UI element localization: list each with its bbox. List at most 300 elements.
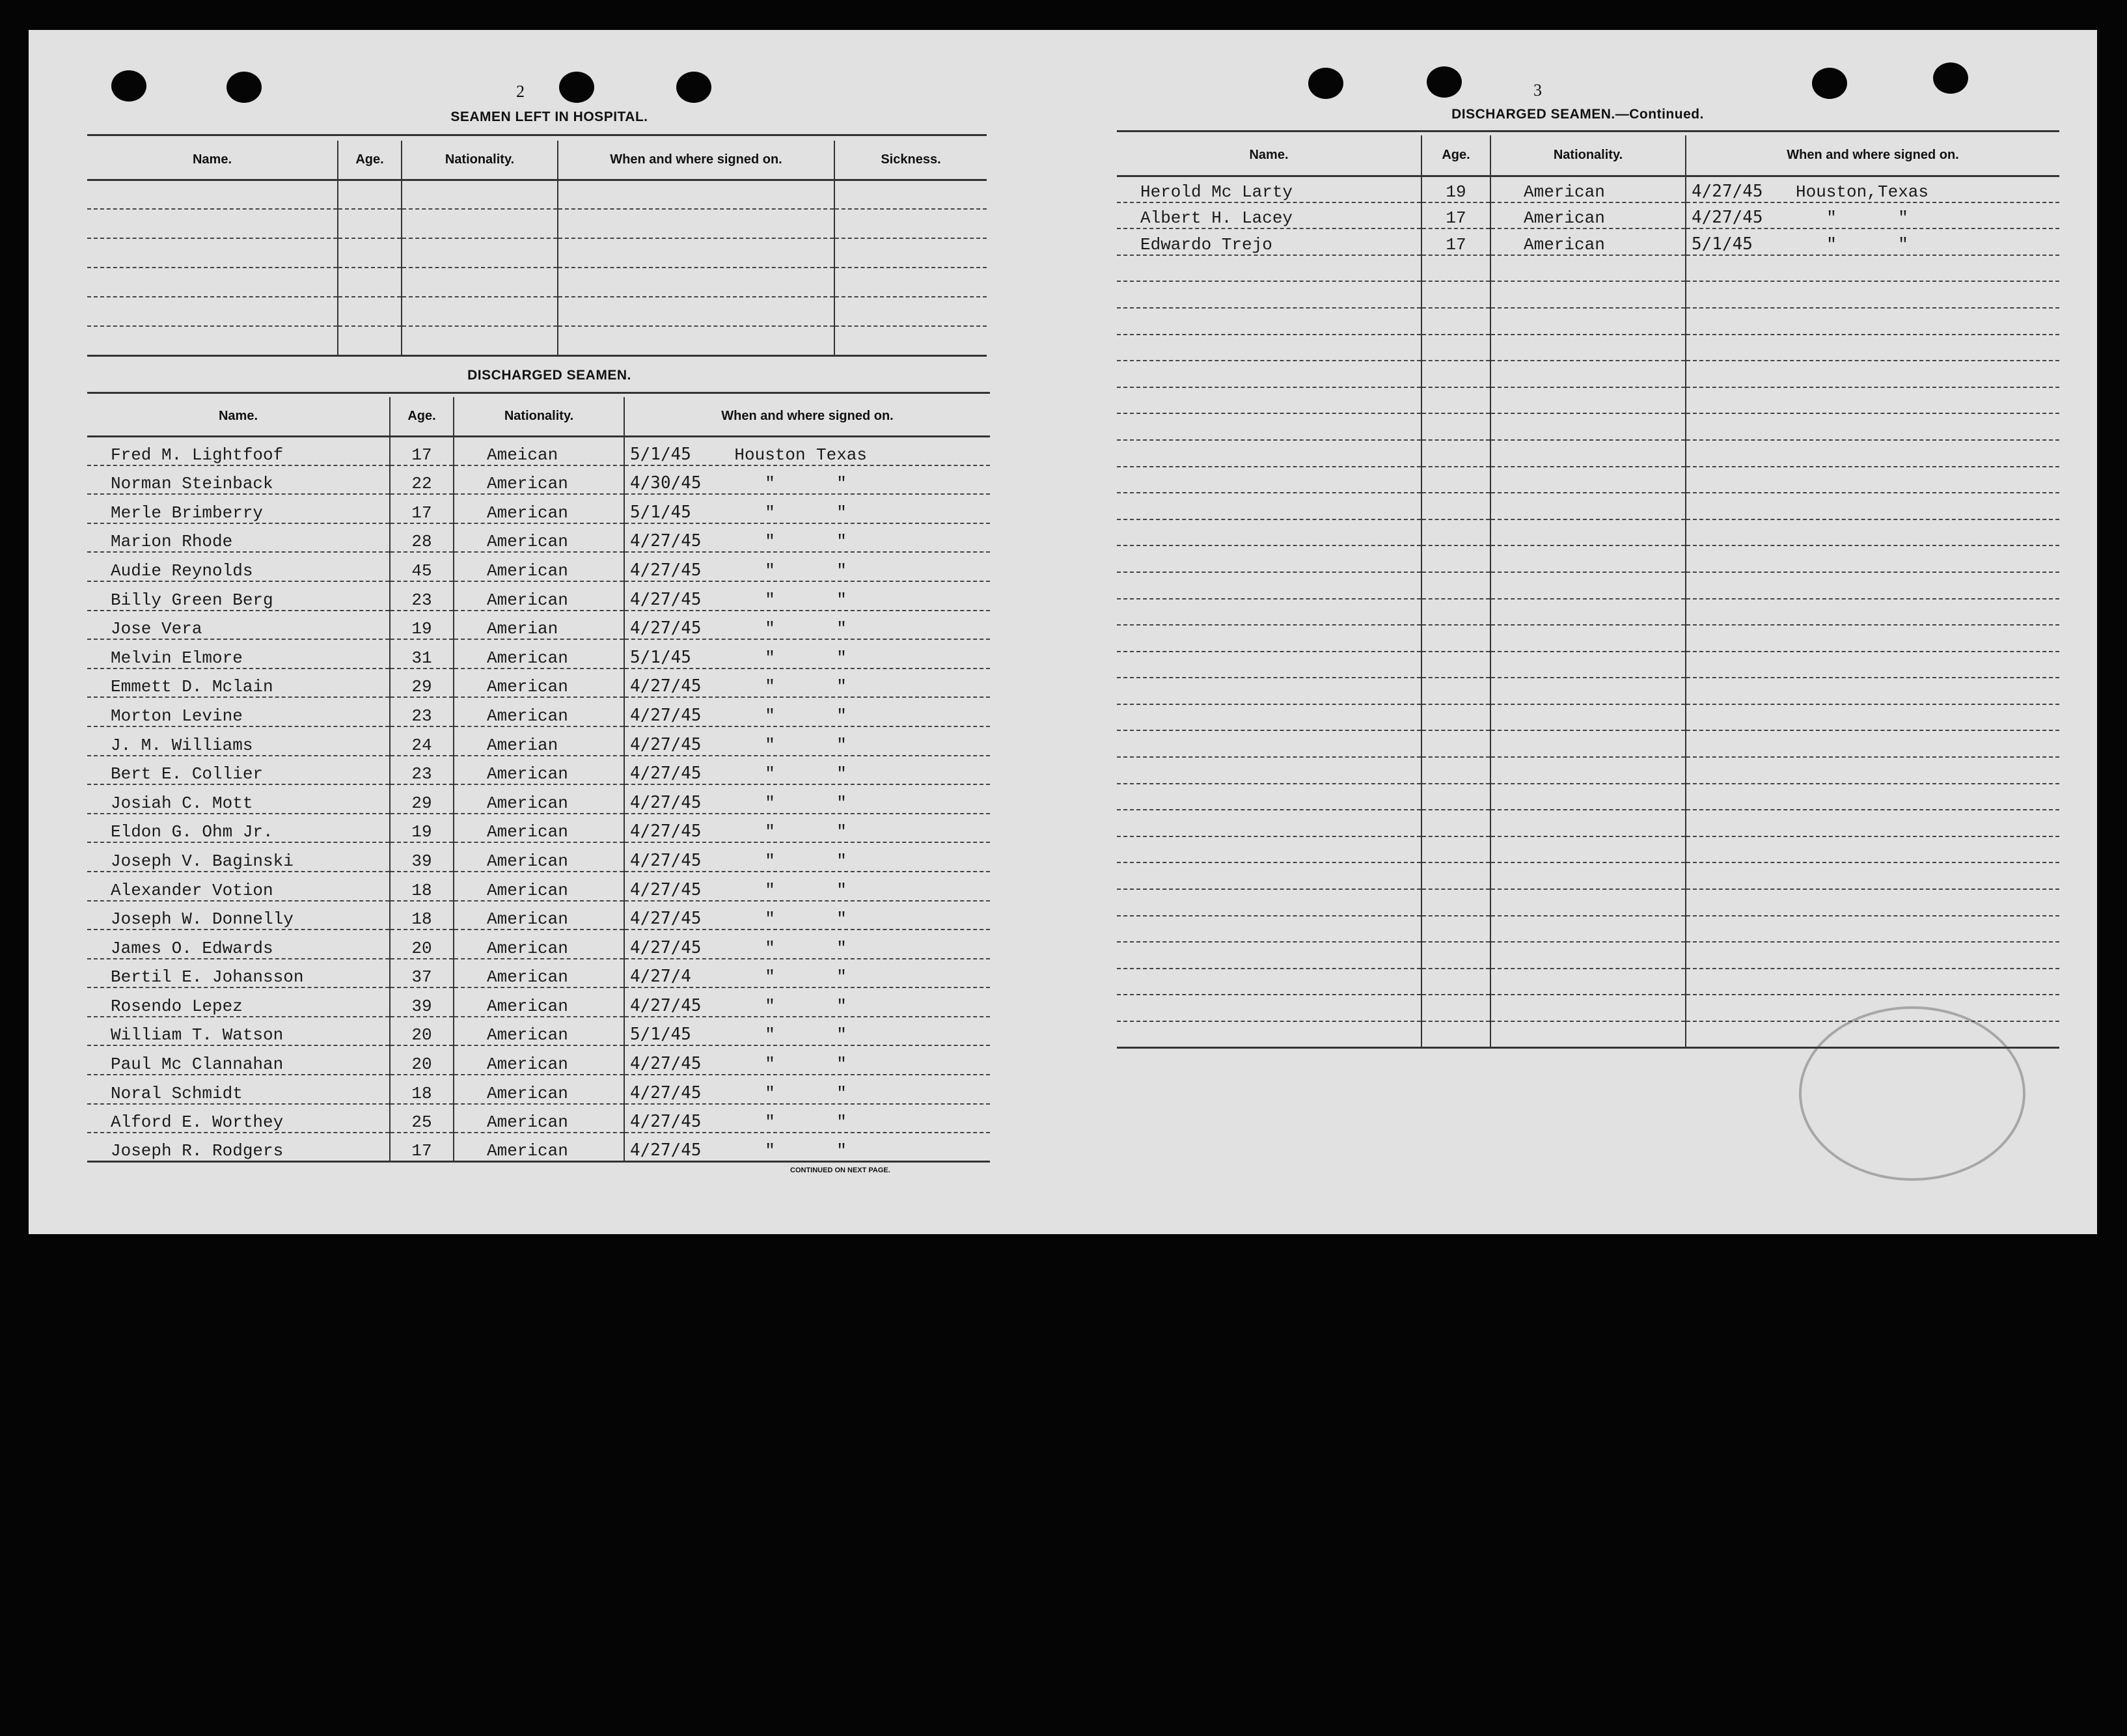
seaman-age: 23	[390, 697, 454, 726]
table-row	[87, 814, 990, 843]
table-row	[1117, 308, 2059, 335]
seaman-name	[1117, 519, 1421, 546]
discharged-table	[87, 397, 990, 1163]
signed-on	[624, 581, 990, 611]
seaman-age: 18	[390, 1075, 454, 1104]
signed-state: Texas	[816, 445, 867, 465]
seaman-name: Bertil E. Johansson	[87, 959, 390, 988]
seaman-age: 17	[390, 1133, 454, 1162]
table-row	[87, 842, 990, 872]
seaman-name: Alexander Votion	[87, 872, 390, 901]
table-row	[87, 1075, 990, 1104]
table-row	[87, 611, 990, 640]
seaman-nationality: American	[454, 494, 624, 523]
seaman-name: Eldon G. Ohm Jr.	[87, 814, 390, 843]
seaman-name: Marion Rhode	[87, 523, 390, 553]
seaman-nationality	[1490, 784, 1686, 810]
signed-state: "	[836, 996, 847, 1016]
signed-date: 4/27/45	[630, 560, 702, 580]
table-row	[87, 872, 990, 901]
seaman-name	[1117, 862, 1421, 889]
seaman-age	[1421, 1021, 1490, 1048]
seaman-name	[87, 238, 338, 268]
document-sheet	[29, 30, 2097, 1234]
signed-state: "	[836, 1083, 847, 1103]
seaman-nationality: American	[454, 901, 624, 930]
seaman-nationality: American	[1490, 176, 1686, 202]
seaman-nationality: American	[454, 523, 624, 553]
signed-state: "	[836, 1054, 847, 1075]
table-row	[1117, 942, 2059, 969]
sickness	[834, 180, 987, 209]
signed-state: "	[836, 648, 847, 668]
signed-state: "	[836, 677, 847, 697]
seaman-name	[87, 297, 338, 326]
table-row	[1117, 440, 2059, 467]
signed-state: "	[836, 1141, 847, 1161]
signed-state: "	[836, 706, 847, 726]
signed-date: 5/1/45	[1692, 234, 1753, 254]
signed-place: "	[765, 560, 775, 581]
signed-state: "	[836, 822, 847, 842]
seaman-nationality	[1490, 387, 1686, 414]
seaman-name: Herold Mc Larty	[1117, 176, 1421, 202]
seaman-age	[1421, 995, 1490, 1021]
seaman-nationality: American	[454, 668, 624, 698]
seaman-name	[1117, 440, 1421, 467]
seaman-name	[1117, 493, 1421, 519]
signed-date: 5/1/45	[630, 502, 691, 522]
signed-on	[1686, 942, 2059, 969]
seaman-age: 29	[390, 784, 454, 814]
seaman-nationality: American	[454, 697, 624, 726]
signed-on	[624, 1104, 990, 1133]
column-header: Name.	[1117, 135, 1421, 176]
table-row	[1117, 652, 2059, 678]
seaman-nationality: American	[454, 465, 624, 495]
signed-on	[624, 1075, 990, 1104]
punch-hole	[1812, 68, 1847, 99]
signed-on	[1686, 572, 2059, 599]
column-header: Age.	[1421, 135, 1490, 176]
seaman-age	[1421, 836, 1490, 863]
signed-date: 4/27/45	[630, 792, 702, 812]
seaman-name: Josiah C. Mott	[87, 784, 390, 814]
seaman-age	[1421, 440, 1490, 467]
table-row	[1117, 281, 2059, 308]
seaman-name: William T. Watson	[87, 1017, 390, 1046]
table-row	[87, 1104, 990, 1133]
seaman-name: Audie Reynolds	[87, 552, 390, 581]
seaman-nationality: American	[454, 1133, 624, 1162]
seaman-name	[1117, 361, 1421, 387]
seaman-age: 31	[390, 639, 454, 668]
table-row	[87, 668, 990, 698]
seaman-age	[1421, 625, 1490, 652]
seaman-age	[1421, 255, 1490, 282]
signed-state: "	[836, 560, 847, 581]
seaman-name	[1117, 916, 1421, 943]
table-row	[87, 552, 990, 581]
table-row	[87, 465, 990, 495]
table-row	[1117, 836, 2059, 863]
signed-date: 4/27/45	[630, 879, 702, 900]
seaman-name	[1117, 413, 1421, 440]
signed-place: Houston,	[1796, 182, 1877, 202]
page-number: 2	[516, 82, 525, 101]
signed-date: 4/27/45	[630, 1112, 702, 1132]
seaman-name: Rosendo Lepez	[87, 987, 390, 1017]
seaman-name	[1117, 730, 1421, 757]
signed-on	[1686, 308, 2059, 335]
seaman-age: 22	[390, 465, 454, 495]
sickness	[834, 238, 987, 268]
signed-place: "	[765, 1112, 775, 1133]
seaman-nationality	[1490, 969, 1686, 995]
signed-place: "	[765, 880, 775, 900]
table-row	[1117, 176, 2059, 202]
table-row	[1117, 599, 2059, 626]
table-row	[87, 901, 990, 930]
table-row	[87, 1017, 990, 1046]
seaman-age: 19	[390, 611, 454, 640]
signed-on	[1686, 413, 2059, 440]
table-row	[87, 209, 987, 238]
seaman-nationality	[1490, 942, 1686, 969]
signed-date: 4/27/45	[630, 734, 702, 754]
seaman-age	[1421, 493, 1490, 519]
signed-place: "	[765, 503, 775, 523]
seaman-name	[1117, 281, 1421, 308]
continued-section-title: DISCHARGED SEAMEN.—Continued.	[1451, 107, 1704, 122]
seaman-name: Joseph W. Donnelly	[87, 901, 390, 930]
seaman-name	[1117, 995, 1421, 1021]
signed-on	[1686, 493, 2059, 519]
signed-on	[624, 756, 990, 785]
signed-on	[624, 523, 990, 553]
seaman-nationality	[402, 180, 558, 209]
signed-on	[1686, 784, 2059, 810]
table-row	[87, 959, 990, 988]
table-row	[87, 639, 990, 668]
seaman-age	[338, 209, 402, 238]
column-header: When and where signed on.	[624, 397, 990, 436]
seaman-age	[1421, 361, 1490, 387]
seaman-nationality	[1490, 862, 1686, 889]
signed-state: "	[836, 967, 847, 987]
seaman-age: 45	[390, 552, 454, 581]
signed-date: 4/27/45	[630, 618, 702, 639]
signed-on	[624, 1017, 990, 1046]
seaman-nationality	[1490, 572, 1686, 599]
seaman-nationality: American	[454, 1075, 624, 1104]
signed-on	[624, 1133, 990, 1162]
seaman-name	[1117, 625, 1421, 652]
seaman-age: 18	[390, 901, 454, 930]
signed-date: 4/27/45	[630, 821, 702, 842]
column-header: When and where signed on.	[1686, 135, 2059, 176]
seaman-age: 28	[390, 523, 454, 553]
seaman-age: 17	[390, 436, 454, 465]
seaman-nationality	[1490, 467, 1686, 493]
signed-place: "	[765, 532, 775, 552]
seaman-nationality: Amerian	[454, 611, 624, 640]
seaman-name	[1117, 889, 1421, 916]
seaman-age	[338, 238, 402, 268]
table-row	[87, 581, 990, 611]
table-row	[1117, 704, 2059, 731]
seaman-nationality: American	[454, 814, 624, 843]
seaman-nationality	[1490, 440, 1686, 467]
sickness	[834, 297, 987, 326]
seaman-name	[87, 180, 338, 209]
table-row	[87, 756, 990, 785]
signed-on	[1686, 730, 2059, 757]
discharged-section-title: DISCHARGED SEAMEN.	[467, 368, 631, 383]
signed-date: 4/27/45	[1692, 208, 1763, 228]
column-header: Nationality.	[402, 141, 558, 180]
signed-on	[1686, 281, 2059, 308]
signed-on	[1686, 519, 2059, 546]
seaman-age	[1421, 678, 1490, 704]
seaman-name	[1117, 255, 1421, 282]
seaman-nationality: Ameican	[454, 436, 624, 465]
signed-place: "	[1826, 208, 1837, 228]
signed-on	[1686, 228, 2059, 255]
seaman-nationality	[1490, 757, 1686, 784]
seaman-age	[1421, 519, 1490, 546]
seaman-nationality	[1490, 281, 1686, 308]
table-row	[87, 784, 990, 814]
seaman-name: Emmett D. Mclain	[87, 668, 390, 698]
seaman-name: Jose Vera	[87, 611, 390, 640]
table-row	[87, 436, 990, 465]
hospital-section-title: SEAMEN LEFT IN HOSPITAL.	[450, 109, 648, 124]
seaman-name	[1117, 572, 1421, 599]
table-row	[1117, 678, 2059, 704]
faded-stamp	[1799, 1006, 2025, 1181]
signed-date: 5/1/45	[630, 647, 691, 667]
seaman-age	[1421, 916, 1490, 943]
seaman-name: Paul Mc Clannahan	[87, 1045, 390, 1075]
seaman-nationality: American	[454, 639, 624, 668]
seaman-nationality	[1490, 335, 1686, 361]
seaman-name: Billy Green Berg	[87, 581, 390, 611]
table-row	[1117, 572, 2059, 599]
signed-on	[1686, 625, 2059, 652]
table-row	[87, 494, 990, 523]
signed-place: "	[765, 996, 775, 1016]
seaman-nationality: American	[1490, 202, 1686, 229]
seaman-name	[87, 209, 338, 238]
table-row	[1117, 916, 2059, 943]
seaman-age: 37	[390, 959, 454, 988]
table-row	[87, 523, 990, 553]
signed-date: 4/27/45	[630, 705, 702, 725]
signed-on	[558, 326, 834, 355]
seaman-nationality	[1490, 810, 1686, 836]
seaman-age: 29	[390, 668, 454, 698]
signed-place: "	[765, 793, 775, 813]
seaman-name: Joseph R. Rodgers	[87, 1133, 390, 1162]
signed-state: "	[836, 619, 847, 639]
seaman-age: 17	[390, 494, 454, 523]
table-row	[1117, 493, 2059, 519]
seaman-age	[338, 326, 402, 355]
seaman-age	[1421, 308, 1490, 335]
seaman-age: 23	[390, 756, 454, 785]
seaman-age	[1421, 810, 1490, 836]
table-row	[1117, 413, 2059, 440]
seaman-name	[1117, 678, 1421, 704]
signed-place: "	[765, 1141, 775, 1161]
table-row	[1117, 545, 2059, 572]
seaman-name	[1117, 836, 1421, 863]
signed-date: 4/30/45	[630, 473, 702, 493]
seaman-nationality	[1490, 916, 1686, 943]
seaman-age	[1421, 889, 1490, 916]
signed-date: 4/27/4	[630, 967, 691, 987]
seaman-name: Noral Schmidt	[87, 1075, 390, 1104]
punch-hole	[1933, 62, 1968, 94]
seaman-age	[1421, 942, 1490, 969]
table-row	[1117, 202, 2059, 229]
signed-place: "	[765, 677, 775, 697]
signed-on	[624, 436, 990, 465]
signed-on	[624, 639, 990, 668]
table-row	[87, 180, 987, 209]
table-row	[1117, 730, 2059, 757]
signed-on	[624, 872, 990, 901]
signed-place: "	[765, 1054, 775, 1075]
signed-date: 4/27/45	[630, 1140, 702, 1161]
punch-hole	[1308, 68, 1343, 99]
signed-state: "	[836, 1112, 847, 1133]
seaman-age: 25	[390, 1104, 454, 1133]
seaman-nationality	[402, 238, 558, 268]
seaman-name: James O. Edwards	[87, 930, 390, 959]
signed-place: "	[765, 619, 775, 639]
column-header: Sickness.	[834, 141, 987, 180]
signed-on	[624, 668, 990, 698]
signed-on	[1686, 335, 2059, 361]
punch-hole	[226, 72, 262, 103]
seaman-name	[1117, 545, 1421, 572]
table-row	[1117, 255, 2059, 282]
table-row	[1117, 467, 2059, 493]
signed-on	[624, 814, 990, 843]
signed-state: "	[836, 851, 847, 871]
seaman-nationality: American	[454, 1045, 624, 1075]
seaman-age	[1421, 862, 1490, 889]
signed-place: "	[765, 764, 775, 784]
table-row	[87, 326, 987, 355]
seaman-nationality	[1490, 413, 1686, 440]
signed-state: Texas	[1877, 182, 1928, 202]
seaman-name: J. M. Williams	[87, 726, 390, 756]
seaman-nationality	[1490, 730, 1686, 757]
seaman-nationality: American	[454, 1104, 624, 1133]
seaman-nationality: American	[454, 987, 624, 1017]
signed-on	[1686, 652, 2059, 678]
signed-on	[624, 494, 990, 523]
signed-on	[1686, 545, 2059, 572]
page-number: 3	[1533, 81, 1542, 100]
seaman-nationality: American	[1490, 228, 1686, 255]
seaman-name	[87, 268, 338, 297]
seaman-age: 17	[1421, 202, 1490, 229]
signed-on	[1686, 361, 2059, 387]
seaman-nationality	[1490, 652, 1686, 678]
signed-on	[1686, 202, 2059, 229]
signed-on	[624, 930, 990, 959]
seaman-nationality: American	[454, 1017, 624, 1046]
column-header: Nationality.	[1490, 135, 1686, 176]
seaman-nationality: American	[454, 784, 624, 814]
signed-on	[1686, 599, 2059, 626]
seaman-name	[1117, 969, 1421, 995]
seaman-name: Bert E. Collier	[87, 756, 390, 785]
signed-on	[624, 784, 990, 814]
signed-on	[1686, 862, 2059, 889]
seaman-age	[1421, 467, 1490, 493]
punch-hole	[676, 72, 711, 103]
signed-on	[1686, 387, 2059, 414]
signed-on	[624, 959, 990, 988]
seaman-name: Morton Levine	[87, 697, 390, 726]
signed-place: "	[765, 909, 775, 930]
signed-date: 4/27/45	[630, 589, 702, 609]
signed-date: 4/27/45	[630, 764, 702, 784]
signed-state: "	[836, 735, 847, 755]
signed-on	[624, 611, 990, 640]
signed-on	[558, 238, 834, 268]
signed-date: 4/27/45	[630, 850, 702, 870]
seaman-age: 19	[390, 814, 454, 843]
seaman-nationality	[1490, 889, 1686, 916]
signed-on	[624, 697, 990, 726]
signed-date: 4/27/45	[630, 676, 702, 696]
seaman-age: 20	[390, 1045, 454, 1075]
signed-on	[558, 180, 834, 209]
signed-state: "	[836, 793, 847, 813]
signed-place: "	[765, 706, 775, 726]
signed-state: "	[836, 503, 847, 523]
seaman-name	[1117, 335, 1421, 361]
table-row	[87, 268, 987, 297]
signed-date: 4/27/45	[630, 531, 702, 551]
table-row	[1117, 757, 2059, 784]
signed-date: 4/27/45	[630, 937, 702, 958]
seaman-nationality	[1490, 599, 1686, 626]
sickness	[834, 209, 987, 238]
signed-place: "	[765, 1025, 775, 1045]
seaman-nationality	[1490, 361, 1686, 387]
seaman-name: Albert H. Lacey	[1117, 202, 1421, 229]
table-row	[1117, 335, 2059, 361]
table-row	[1117, 889, 2059, 916]
table-row	[87, 1133, 990, 1162]
seaman-nationality	[402, 297, 558, 326]
signed-on	[1686, 969, 2059, 995]
seaman-name	[1117, 308, 1421, 335]
seaman-age	[1421, 599, 1490, 626]
table-row	[1117, 361, 2059, 387]
seaman-nationality	[402, 326, 558, 355]
signed-on	[624, 987, 990, 1017]
sickness	[834, 326, 987, 355]
rule	[1117, 130, 2059, 132]
